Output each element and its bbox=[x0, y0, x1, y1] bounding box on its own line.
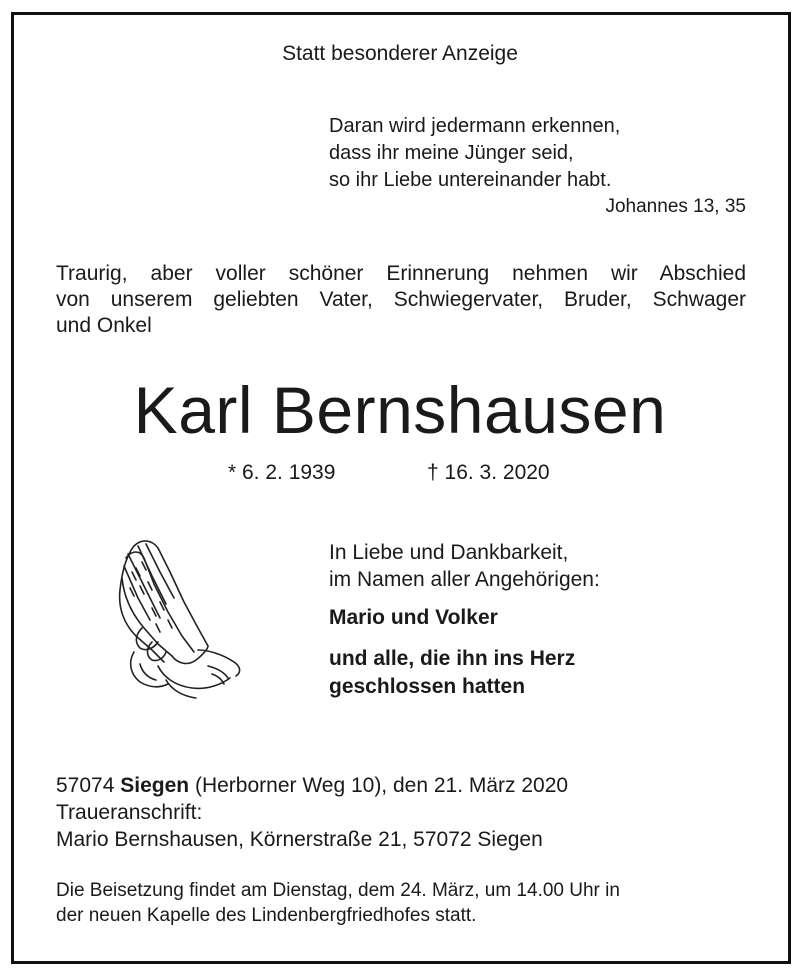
thanks-line: In Liebe und Dankbarkeit, bbox=[329, 541, 569, 564]
verse-line: dass ihr meine Jünger seid, bbox=[329, 142, 574, 164]
funeral-line: Die Beisetzung findet am Dienstag, dem 24. März, um 14.00 Uhr in bbox=[56, 880, 620, 901]
mourning-address-label: Traueranschrift: bbox=[56, 801, 203, 824]
verse-reference: Johannes 13, 35 bbox=[605, 196, 746, 217]
signature-others bbox=[329, 645, 575, 701]
thanks-text bbox=[329, 539, 600, 593]
bible-verse bbox=[329, 113, 620, 194]
address-block bbox=[56, 772, 568, 853]
intro-line: Traurig, aber voller schöner Erinnerung nehmen wir Abschied bbox=[56, 262, 746, 285]
place-date-line bbox=[56, 772, 568, 799]
intro-line: von unserem geliebten Vater, Schwiegervater, Bruder, Schwager bbox=[56, 288, 746, 311]
signature-names: Mario und Volker bbox=[329, 606, 498, 629]
verse-line: so ihr Liebe untereinander habt. bbox=[329, 169, 612, 191]
thanks-line: im Namen aller Angehörigen: bbox=[329, 568, 600, 591]
intro-line: und Onkel bbox=[56, 314, 152, 337]
death-date: † 16. 3. 2020 bbox=[427, 461, 550, 484]
praying-hands-icon bbox=[112, 532, 250, 702]
birth-date: * 6. 2. 1939 bbox=[228, 461, 336, 484]
notice-header: Statt besonderer Anzeige bbox=[282, 42, 518, 65]
verse-line: Daran wird jedermann erkennen, bbox=[329, 115, 621, 137]
signature-line: und alle, die ihn ins Herz bbox=[329, 647, 576, 670]
street-date: (Herborner Weg 10), den 21. März 2020 bbox=[194, 774, 569, 797]
funeral-line: der neuen Kapelle des Lindenbergfriedhofes statt. bbox=[56, 905, 477, 926]
mourning-address: Mario Bernshausen, Körnerstraße 21, 57072 Siegen bbox=[56, 828, 543, 851]
intro-text bbox=[56, 261, 746, 339]
funeral-info bbox=[56, 878, 620, 928]
city: Siegen bbox=[120, 774, 190, 797]
signature-line: geschlossen hatten bbox=[329, 675, 526, 698]
postal-code: 57074 bbox=[56, 774, 115, 797]
deceased-name: Karl Bernshausen bbox=[133, 373, 667, 447]
